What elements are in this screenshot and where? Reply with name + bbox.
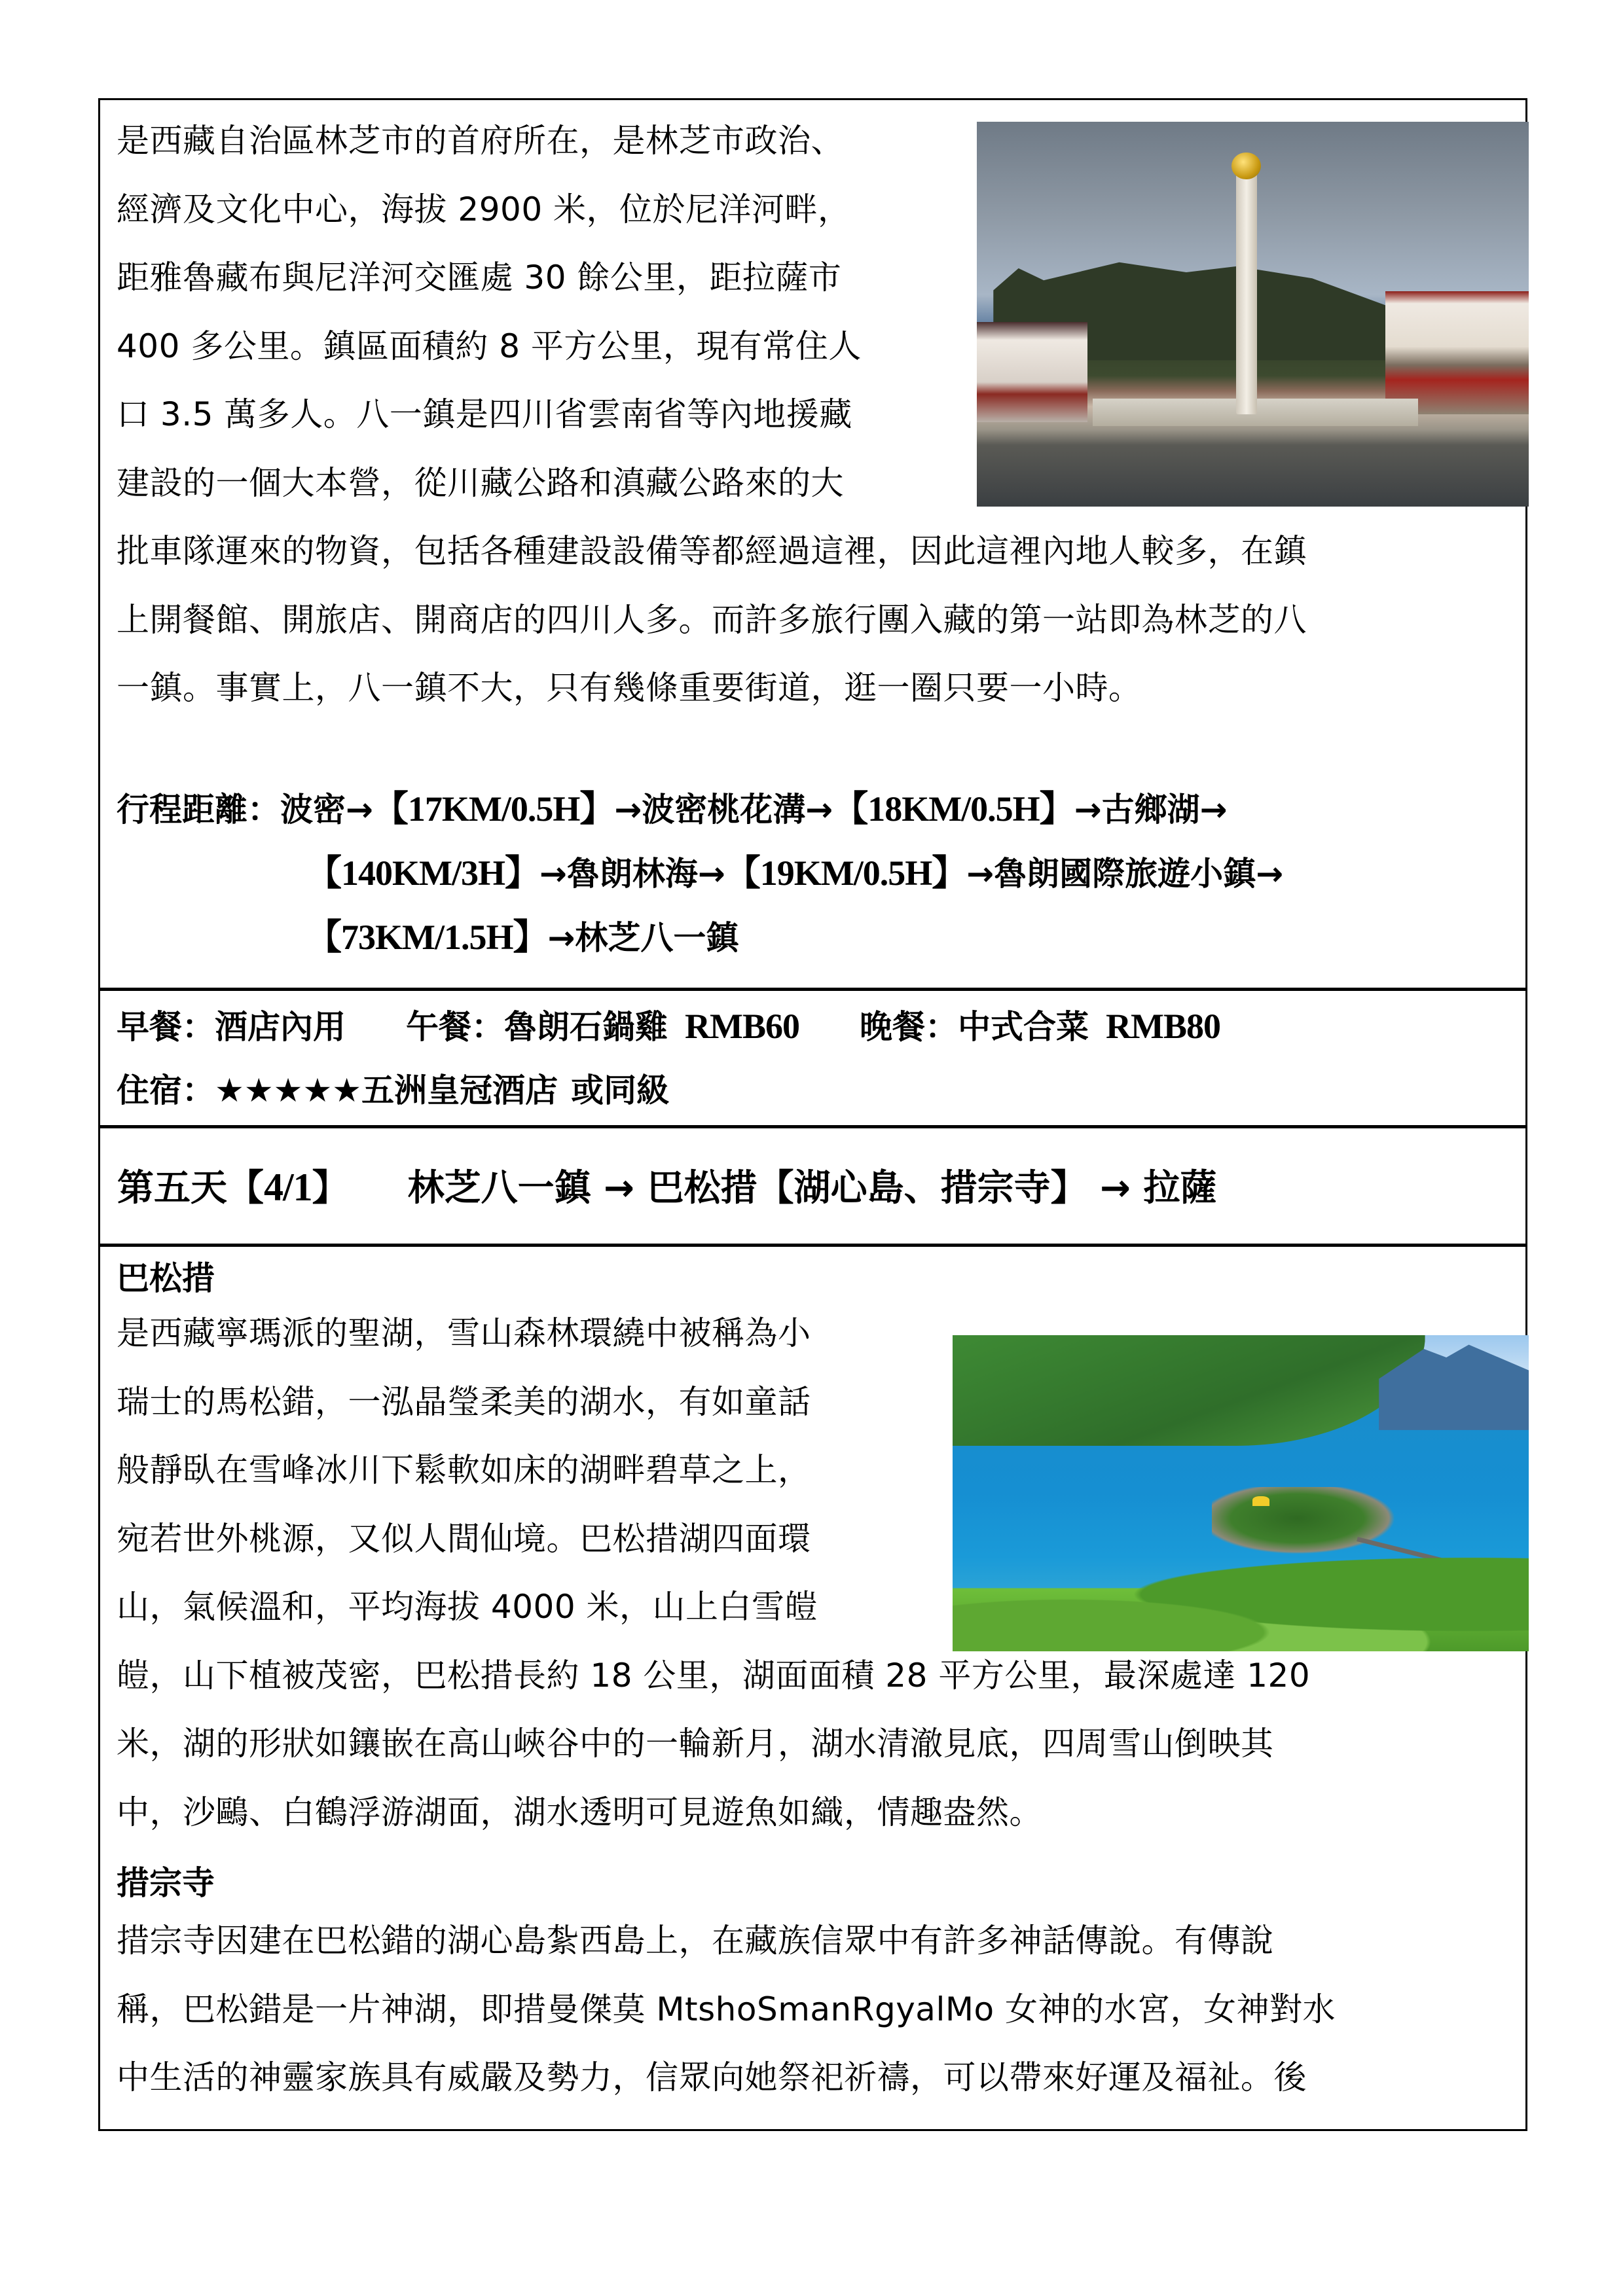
text-line: 瑞士的馬松錯，一泓晶瑩柔美的湖水，有如童話 xyxy=(117,1382,811,1421)
route-distance-value: 【73KM/1.5H】 xyxy=(306,918,548,957)
hotel-note: 或同級 xyxy=(571,1071,670,1109)
basongtso-section xyxy=(100,1244,1525,2129)
lunch-label: 午餐： xyxy=(406,1008,504,1046)
day-date: 4/1 xyxy=(264,1166,312,1209)
route-place: 林芝八一鎮 xyxy=(575,919,739,957)
lunch-price: RMB60 xyxy=(685,1007,799,1046)
text-line: 是西藏寧瑪派的聖湖，雪山森林環繞中被稱為小 xyxy=(117,1314,811,1352)
dinner-value: 中式合菜 xyxy=(957,1008,1089,1046)
photo-building xyxy=(977,322,1087,422)
route-distance xyxy=(117,777,1283,969)
hotel-label: 住宿： xyxy=(117,1071,215,1109)
breakfast-label: 早餐： xyxy=(117,1008,215,1046)
text-line: 米，湖的形狀如鑲嵌在高山峽谷中的一輪新月，湖水清澈見底，四周雪山倒映其 xyxy=(117,1725,1274,1763)
arrow-right-icon: → xyxy=(614,791,642,829)
dinner-label: 晚餐： xyxy=(859,1008,958,1046)
text-line: 距雅魯藏布與尼洋河交匯處 30 餘公里，距拉薩市 xyxy=(117,259,842,296)
text-line: 400 多公里。鎮區面積約 8 平方公里，現有常住人 xyxy=(117,327,862,365)
nyingchi-town-photo xyxy=(977,122,1529,507)
arrow-right-icon: → xyxy=(346,791,373,829)
text-line: 經濟及文化中心，海拔 2900 米，位於尼洋河畔， xyxy=(117,190,851,228)
meals-line xyxy=(117,994,1220,1058)
day-label: 第五天【 xyxy=(117,1167,264,1210)
route-distance-value: 【19KM/0.5H】 xyxy=(725,853,967,893)
text-line: 批車隊運來的物資，包括各種建設設備等都經過這裡，因此這裡內地人較多，在鎮 xyxy=(117,532,1307,570)
arrow-right-icon: → xyxy=(1199,791,1228,829)
day-title xyxy=(117,1155,1217,1221)
route-distance-value: 【140KM/3H】 xyxy=(306,853,539,893)
text-line: 般靜臥在雪峰冰川下鬆軟如床的湖畔碧草之上， xyxy=(117,1451,811,1489)
photo-island xyxy=(1212,1487,1402,1556)
day-header xyxy=(100,1125,1525,1244)
arrow-right-icon: → xyxy=(1074,791,1102,829)
route-label: 行程距離： xyxy=(117,791,280,829)
text-line: 上開餐館、開旅店、開商店的四川人多。而許多旅行團入藏的第一站即為林芝的八 xyxy=(117,600,1307,639)
photo-golden-ball xyxy=(1231,152,1261,179)
route-distance-value: 【17KM/0.5H】 xyxy=(373,789,615,829)
arrow-right-icon: → xyxy=(805,791,833,829)
photo-temple xyxy=(1252,1496,1269,1505)
text-line: 稱，巴松錯是一片神湖，即措曼傑莫 MtshoSmanRgyalMo 女神的水宮，女神對水 xyxy=(117,1990,1336,2028)
breakfast-value: 酒店內用 xyxy=(215,1008,346,1046)
photo-trees xyxy=(953,1556,1529,1651)
text-line: 措宗寺因建在巴松錯的湖心島紮西島上，在藏族信眾中有許多神話傳說。有傳說 xyxy=(117,1922,1274,1960)
text-line: 皚，山下植被茂密，巴松措長約 18 公里，湖面面積 28 平方公里，最深處達 120 xyxy=(117,1656,1311,1695)
day-route: 林芝八一鎮 → 巴松措【湖心島、措宗寺】 → 拉薩 xyxy=(407,1167,1217,1210)
basongtso-heading: 巴松措 xyxy=(117,1259,215,1297)
text-line: 宛若世外桃源，又似人間仙境。巴松措湖四面環 xyxy=(117,1519,811,1558)
route-line-1 xyxy=(117,777,1283,841)
route-line-2 xyxy=(117,841,1283,905)
text-line: 一鎮。事實上，八一鎮不大，只有幾條重要街道，逛一圈只要一小時。 xyxy=(117,669,1142,707)
day-bracket: 】 xyxy=(312,1167,349,1210)
arrow-right-icon: → xyxy=(966,855,994,893)
hotel-line xyxy=(117,1058,1220,1122)
arrow-right-icon: → xyxy=(547,919,575,957)
text-line: 中，沙鷗、白鶴浮游湖面，湖水透明可見遊魚如織，情趣盎然。 xyxy=(117,1793,1042,1831)
photo-building xyxy=(1385,291,1529,414)
nyingchi-section xyxy=(100,100,1525,988)
arrow-right-icon: → xyxy=(1256,855,1284,893)
itinerary-table xyxy=(98,98,1527,2131)
star-rating-icon: ★★★★★ xyxy=(215,1071,362,1109)
text-line: 口 3.5 萬多人。八一鎮是四川省雲南省等內地援藏 xyxy=(117,395,852,433)
route-place: 波密 xyxy=(280,791,346,829)
route-place: 古鄉湖 xyxy=(1101,791,1200,829)
route-place: 波密桃花溝 xyxy=(642,791,806,829)
route-line-3 xyxy=(117,905,1283,969)
route-place: 魯朗國際旅遊小鎮 xyxy=(994,855,1256,893)
basongtso-lake-photo xyxy=(953,1335,1529,1651)
hotel-name: 五洲皇冠酒店 xyxy=(361,1071,558,1109)
text-line: 山，氣候溫和，平均海拔 4000 米，山上白雪皚 xyxy=(117,1588,818,1626)
meals-section xyxy=(100,988,1525,1125)
photo-pillar xyxy=(1236,171,1257,414)
dinner-price: RMB80 xyxy=(1105,1007,1220,1046)
photo-forest-mountain xyxy=(953,1335,1425,1446)
tsozong-heading: 措宗寺 xyxy=(117,1864,215,1902)
text-line: 是西藏自治區林芝市的首府所在，是林芝市政治、 xyxy=(117,122,844,160)
text-line: 中生活的神靈家族具有威嚴及勢力，信眾向她祭祀祈禱，可以帶來好運及福祉。後 xyxy=(117,2058,1307,2096)
meals-info xyxy=(117,994,1220,1122)
arrow-right-icon: → xyxy=(539,855,567,893)
lunch-value: 魯朗石鍋雞 xyxy=(504,1008,668,1046)
route-distance-value: 【18KM/0.5H】 xyxy=(833,789,1074,829)
route-place: 魯朗林海 xyxy=(566,855,698,893)
tsozong-description xyxy=(117,1907,1336,2112)
text-line: 建設的一個大本營，從川藏公路和滇藏公路來的大 xyxy=(117,463,844,502)
arrow-right-icon: → xyxy=(697,855,725,893)
